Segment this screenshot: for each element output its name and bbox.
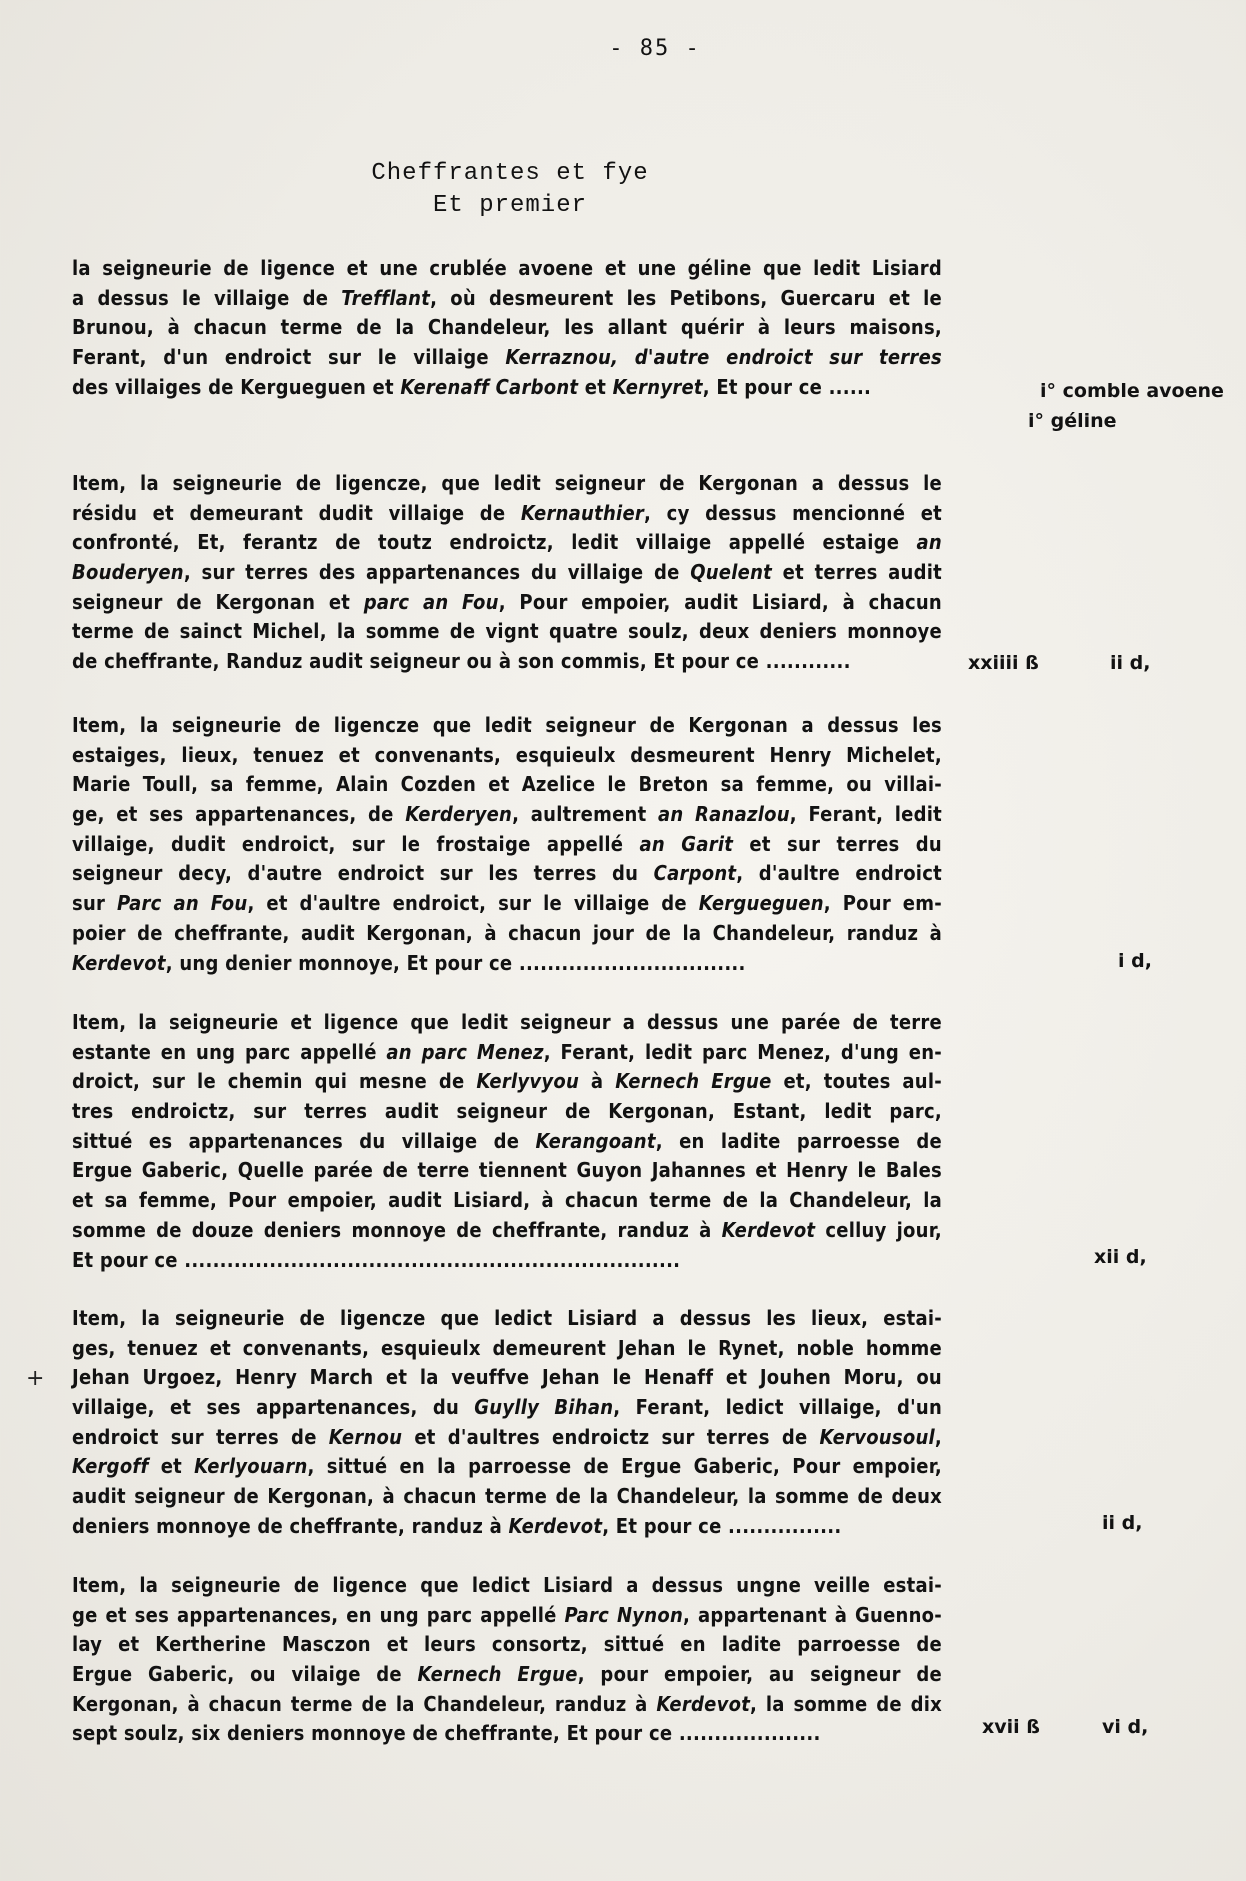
entry-paragraph-6 [72,1571,942,1749]
text-line: Item, la seigneurie et ligence que ledit seigneur a dessus une parée de terre [72,1010,942,1034]
text-line: audit seigneur de Kergonan, à chacun terme de la Chandeleur, la somme de deux [72,1484,942,1509]
amount-4: xii d, [1094,1246,1147,1268]
amount-2a: xxiiii ß [968,652,1039,674]
text-line: lay et Kertherine Masczon et leurs consortz, sittué en ladite parroesse de [72,1632,942,1657]
text-line: Kergonan, à chacun terme de la Chandeleur, randuz à Kerdevot, la somme de dix [72,1691,942,1716]
text-line: Item, la seigneurie de ligencze que ledit seigneur de Kergonan a dessus les [72,713,942,737]
margin-annotation: + [26,1366,45,1391]
entry-paragraph-4 [72,1008,942,1275]
text-line: Kerdevot, ung denier monnoye, Et pour ce ................................ [72,950,746,975]
text-line: terme de sainct Michel, la somme de vignt quatre soulz, deux deniers monnoye [72,619,942,644]
text-line: somme de douze deniers monnoye de cheffrante, randuz à Kerdevot celluy jour, [72,1217,942,1242]
amount-3: i d, [1118,950,1152,972]
text-line: confronté, Et, ferantz de toutz endroictz, ledit villaige appellé estaige an [72,530,942,555]
text-line: ges, tenuez et convenants, esquieulx demeurent Jehan le Rynet, noble homme [72,1335,942,1360]
amount-2b: ii d, [1110,652,1151,674]
amount-1a: i° comble avoene [1040,380,1224,402]
text-line: Item, la seigneurie de ligencze, que ledit seigneur de Kergonan a dessus le [72,471,942,495]
text-line: Bouderyen, sur terres des appartenances du villaige de Quelent et terres audit [72,560,943,585]
page-number: - 85 - [609,36,701,61]
text-line: deniers monnoye de cheffrante, randuz à Kerdevot, Et pour ce ................ [72,1513,842,1538]
amount-6b: vi d, [1102,1716,1149,1738]
text-line: estaiges, lieux, tenuez et convenants, esquieulx desmeurent Henry Michelet, [72,742,942,767]
text-line: la seigneurie de ligence et une crublée avoene et une géline que ledit Lisiard [72,256,942,280]
text-line: ge, et ses appartenances, de Kerderyen, aultrement an Ranazlou, Ferant, ledit [72,802,942,827]
text-line: poier de cheffrante, audit Kergonan, à chacun jour de la Chandeleur, randuz à [72,920,942,945]
text-line: Et pour ce ...................................................................... [72,1247,681,1272]
section-subtitle: Et premier [432,192,588,219]
text-line: droict, sur le chemin qui mesne de Kerlyvyou à Kernech Ergue et, toutes aul- [72,1069,942,1094]
text-line: Ergue Gaberic, ou vilaige de Kernech Ergue, pour empoier, au seigneur de [72,1662,943,1687]
amount-6a: xvii ß [982,1716,1040,1738]
text-line: seigneur de Kergonan et parc an Fou, Pour empoier, audit Lisiard, à chacun [72,589,942,614]
text-line: tres endroictz, sur terres audit seigneur de Kergonan, Estant, ledit parc, [72,1099,942,1124]
text-line: endroict sur terres de Kernou et d'aultres endroictz sur terres de Kervousoul, [72,1424,943,1449]
text-line: Marie Toull, sa femme, Alain Cozden et Azelice le Breton sa femme, ou villai- [72,772,942,797]
text-line: sept soulz, six deniers monnoye de cheffrante, Et pour ce .................... [72,1721,821,1746]
text-line: Item, la seigneurie de ligence que ledict Lisiard a dessus ungne veille estai- [72,1573,942,1597]
amount-1b: i° géline [1028,410,1117,432]
entry-paragraph-1 [72,254,942,402]
text-line: Ergue Gaberic, Quelle parée de terre tiennent Guyon Jahannes et Henry le Bales [72,1158,942,1183]
text-line: et sa femme, Pour empoier, audit Lisiard, à chacun terme de la Chandeleur, la [72,1188,942,1213]
text-line: villaige, et ses appartenances, du Guylly Bihan, Ferant, ledict villaige, d'un [72,1395,943,1420]
text-line: Brunou, à chacun terme de la Chandeleur, les allant quérir à leurs maisons, [72,315,942,340]
text-line: Ferant, d'un endroict sur le villaige Kerraznou, d'autre endroict sur terres [72,345,942,370]
text-line: sittué es appartenances du villaige de Kerangoant, en ladite parroesse de [72,1128,942,1153]
text-line: estante en ung parc appellé an parc Menez, Ferant, ledit parc Menez, d'ung en- [72,1039,943,1064]
text-line: a dessus le villaige de Trefflant, où desmeurent les Petibons, Guercaru et le [72,285,943,310]
amount-5: ii d, [1102,1512,1143,1534]
text-line: seigneur decy, d'autre endroict sur les terres du Carpont, d'aultre endroict [72,861,942,886]
text-line: villaige, dudit endroict, sur le frostaige appellé an Garit et sur terres du [72,831,942,856]
text-line: de cheffrante, Randuz audit seigneur ou à son commis, Et pour ce ............ [72,649,851,674]
entry-paragraph-5 [72,1304,942,1542]
text-line: résidu et demeurant dudit villaige de Kernauthier, cy dessus mencionné et [72,500,942,525]
entry-paragraph-3 [72,711,942,978]
text-line: des villaiges de Kergueguen et Kerenaff Carbont et Kernyret, Et pour ce ...... [72,374,872,399]
text-line: ge et ses appartenances, en ung parc appellé Parc Nynon, appartenant à Guenno- [72,1602,942,1627]
entry-paragraph-2 [72,469,942,677]
section-title: Cheffrantes et fye [371,160,649,187]
text-line: sur Parc an Fou, et d'aultre endroict, sur le villaige de Kergueguen, Pour em- [72,891,942,916]
text-line: Jehan Urgoez, Henry March et la veuffve Jehan le Henaff et Jouhen Moru, ou [72,1365,942,1390]
text-line: Kergoff et Kerlyouarn, sittué en la parroesse de Ergue Gaberic, Pour empoier, [72,1454,942,1479]
text-line: Item, la seigneurie de ligencze que ledict Lisiard a dessus les lieux, estai- [72,1306,942,1330]
